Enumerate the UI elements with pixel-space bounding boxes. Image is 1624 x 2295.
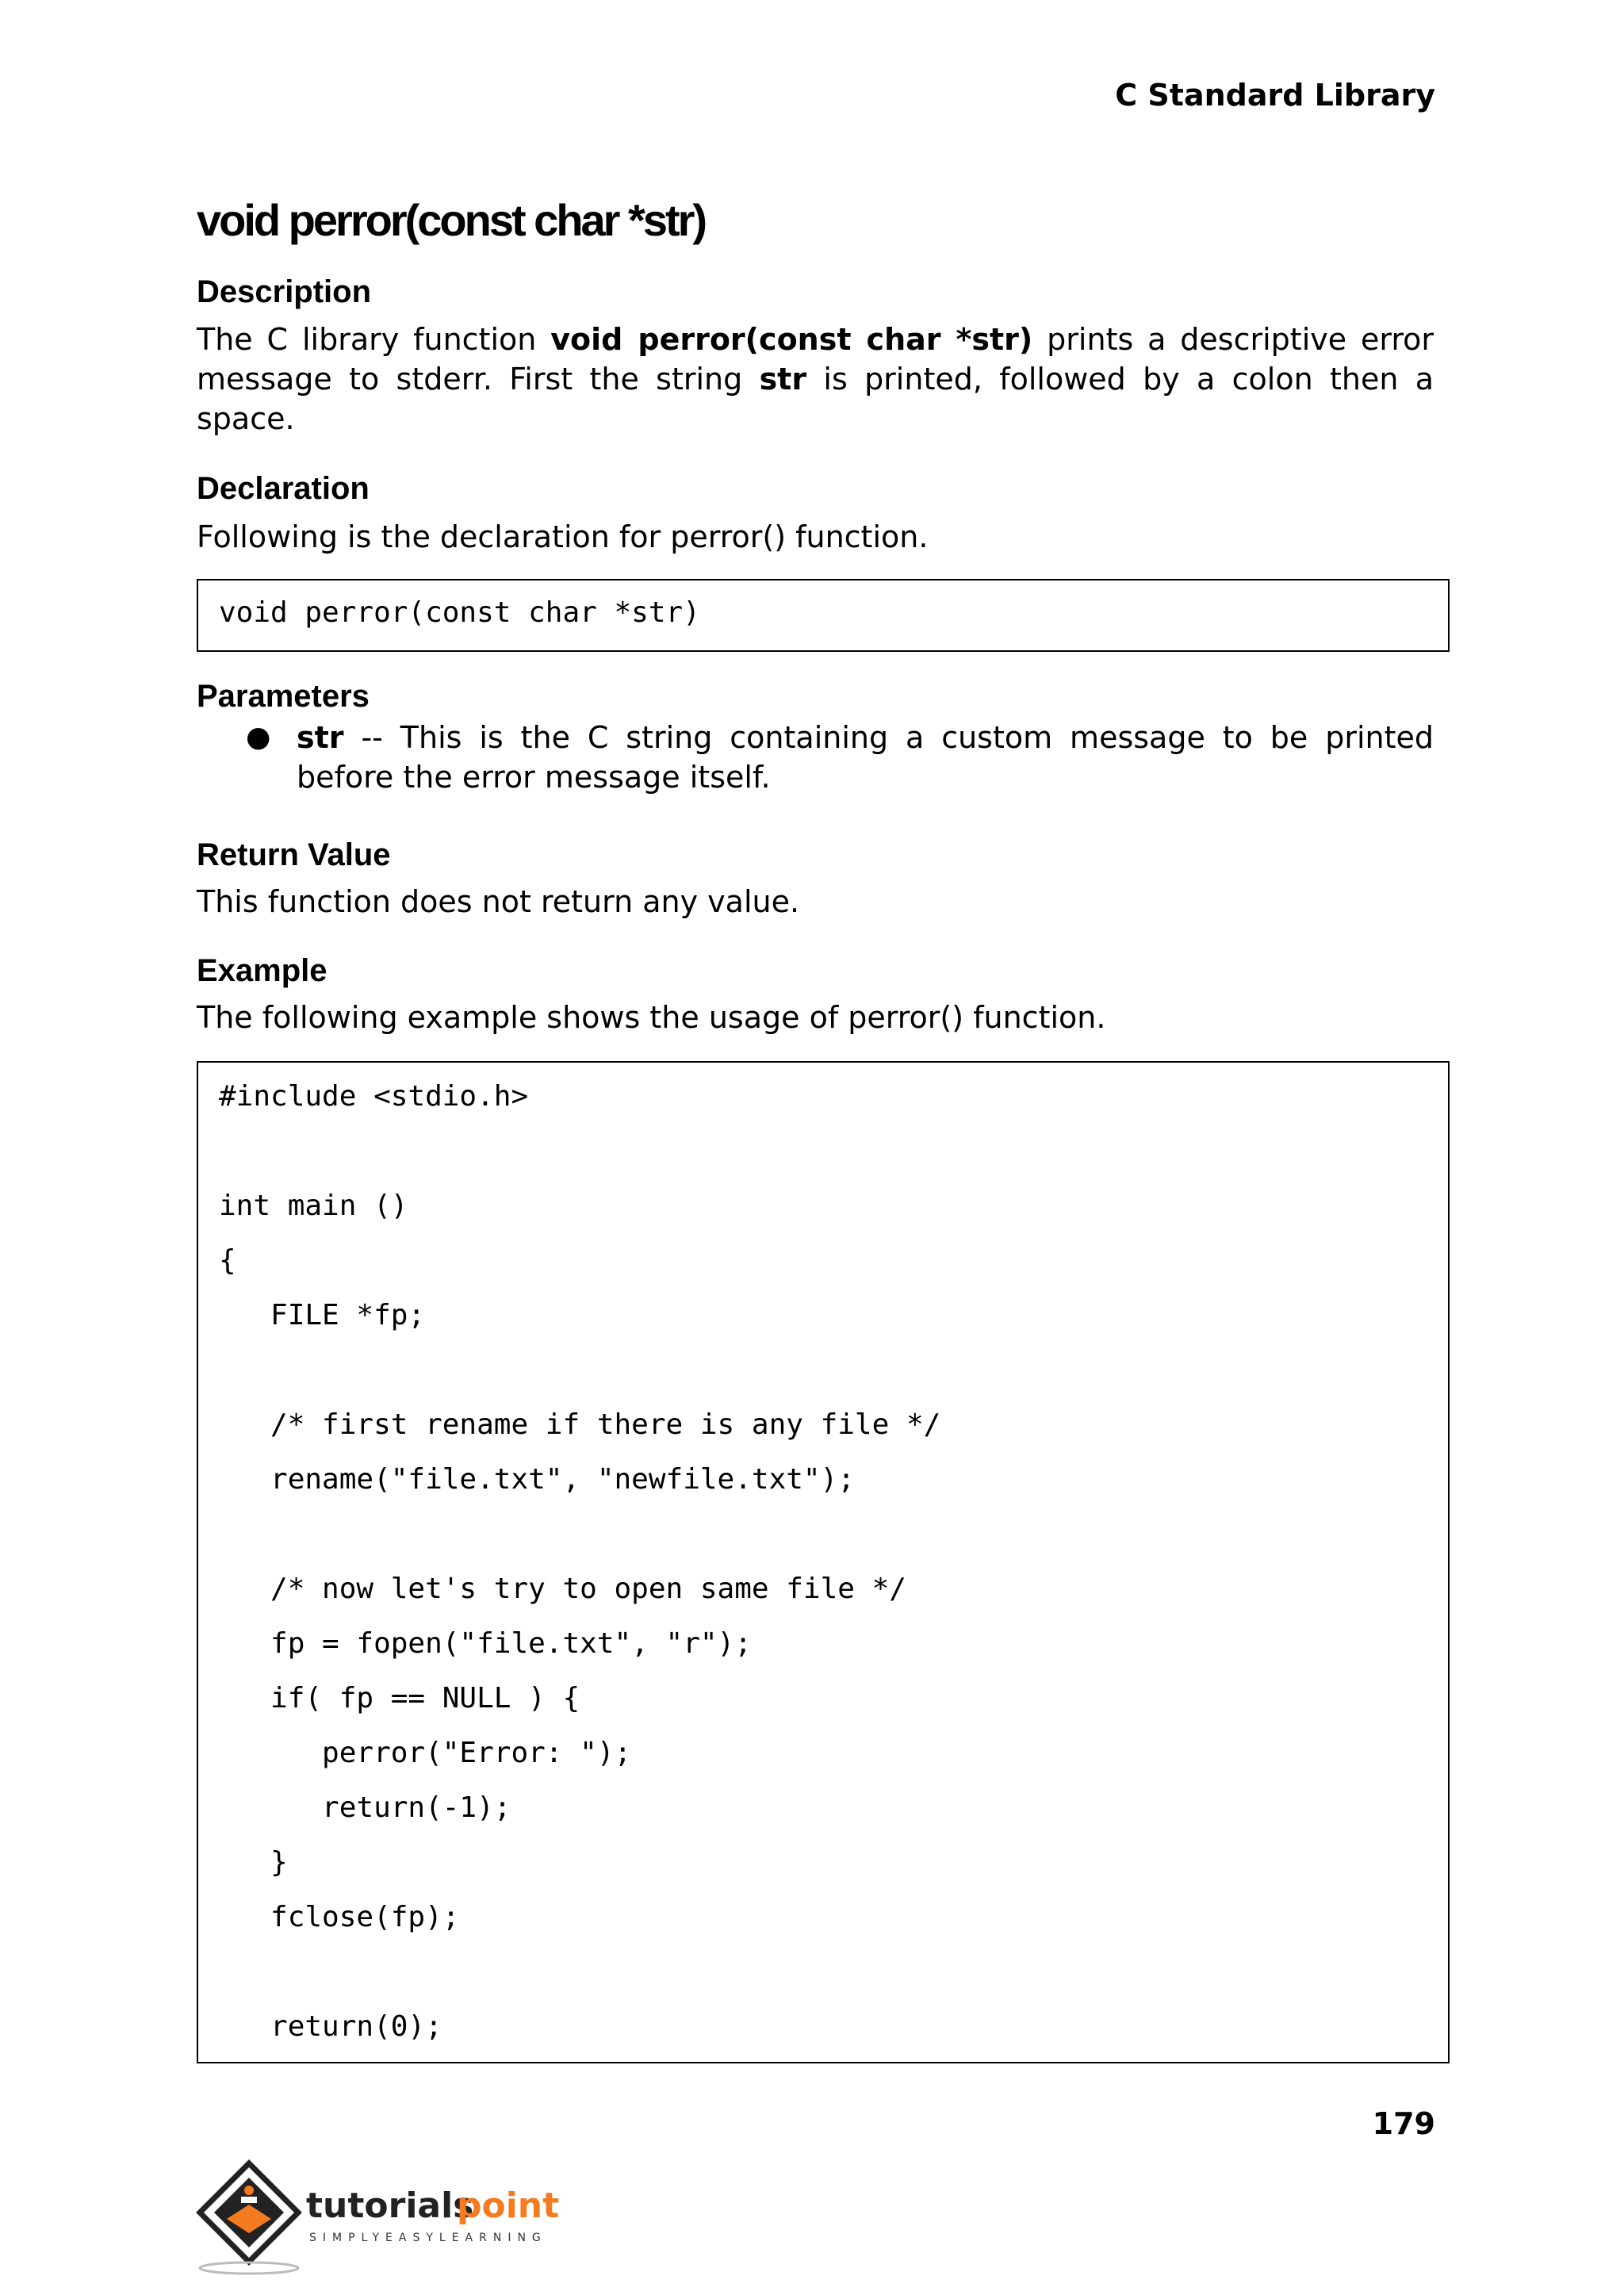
code-line: { — [219, 1244, 236, 1277]
parameters-heading: Parameters — [197, 679, 370, 714]
logo-emblem-icon — [200, 2163, 298, 2274]
description-text — [197, 320, 1434, 439]
code-line: /* first rename if there is any file */ — [219, 1408, 941, 1441]
logo-wordmark-point: point — [457, 2186, 560, 2226]
code-line: fclose(fp); — [219, 1901, 460, 1933]
example-heading: Example — [197, 953, 327, 988]
code-line: return(0); — [219, 2010, 442, 2043]
declaration-text: Following is the declaration for perror() function. — [197, 519, 929, 554]
declaration-heading: Declaration — [197, 471, 370, 506]
description-text-mid: prints a descriptive error message to stderr. First the string — [197, 322, 1434, 397]
parameter-description: -- This is the C string containing a custom message to be printed before the error message itself. — [297, 720, 1434, 795]
code-line: /* now let's try to open same file */ — [219, 1573, 906, 1605]
code-line: rename("file.txt", "newfile.txt"); — [219, 1463, 855, 1496]
code-line: fp = fopen("file.txt", "r"); — [219, 1627, 752, 1660]
bullet-icon: ● — [246, 721, 271, 753]
example-code-block — [197, 1061, 1450, 2063]
code-line: void perror(const char *str) — [219, 596, 700, 629]
code-line: if( fp == NULL ) { — [219, 1682, 580, 1715]
description-function-signature: void perror(const char *str) — [550, 322, 1033, 357]
description-text-prefix: The C library function — [197, 322, 551, 357]
code-line: FILE *fp; — [219, 1299, 426, 1331]
logo-tagline: SIMPLYEASYLEARNING — [309, 2232, 547, 2244]
code-line: perror("Error: "); — [219, 1737, 632, 1769]
code-line: #include <stdio.h> — [219, 1080, 529, 1113]
tutorialspoint-logo — [193, 2157, 590, 2276]
description-text-suffix: is printed, followed by a colon then a space. — [197, 362, 1434, 436]
page-title: void perror(const char *str) — [197, 195, 706, 245]
code-line: } — [219, 1846, 288, 1879]
code-line: return(-1); — [219, 1791, 511, 1824]
declaration-code-block — [197, 579, 1450, 652]
description-heading: Description — [197, 274, 372, 309]
code-line: int main () — [219, 1190, 408, 1222]
page-number: 179 — [1372, 2106, 1435, 2141]
header-title: C Standard Library — [1115, 78, 1435, 113]
return-value-text: This function does not return any value. — [197, 884, 800, 919]
example-text: The following example shows the usage of perror() function. — [197, 1000, 1106, 1035]
parameter-name: str — [297, 720, 344, 755]
logo-wordmark-tutorials: tutorials — [306, 2186, 474, 2226]
description-param-name: str — [759, 362, 807, 397]
return-value-heading: Return Value — [197, 837, 391, 872]
parameter-item — [297, 718, 1434, 797]
